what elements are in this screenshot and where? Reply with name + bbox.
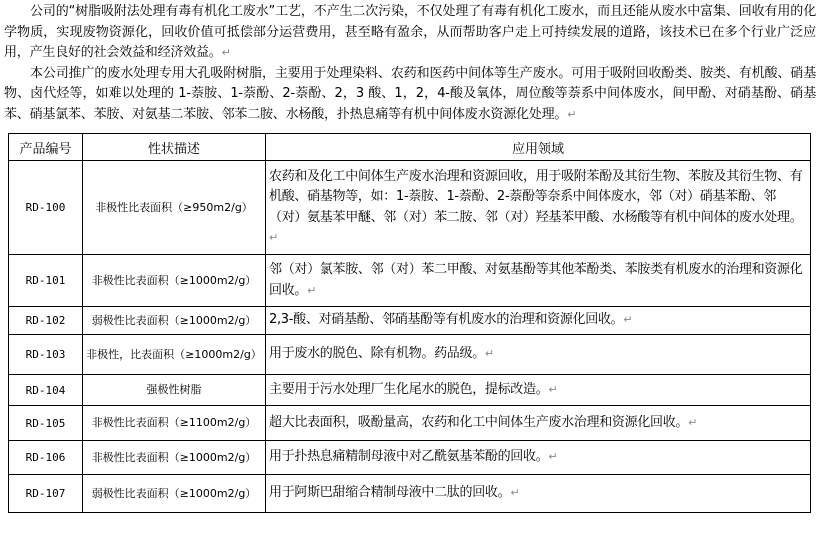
product-table (8, 133, 811, 513)
product-code: RD-101 (9, 255, 83, 307)
product-description: 非极性比表面积（≥1100m2/g） (83, 406, 266, 441)
product-code: RD-107 (9, 475, 83, 513)
product-application: 用于废水的脱色、除有机物。药品级。↵ (266, 335, 811, 375)
paragraph-mark: ↵ (221, 46, 231, 59)
product-application: 主要用于污水处理厂生化尾水的脱色，提标改造。↵ (266, 375, 811, 406)
product-description: 非极性比表面积（≥950m2/g） (83, 161, 266, 255)
document-body (4, 2, 816, 125)
product-code: RD-106 (9, 441, 83, 475)
product-code: RD-105 (9, 406, 83, 441)
table-row (9, 161, 811, 255)
table-row (9, 307, 811, 335)
product-application: 用于扑热息痛精制母液中对乙酰氨基苯酚的回收。↵ (266, 441, 811, 475)
table-header-row (9, 134, 811, 161)
product-description: 非极性，比表面积（≥1000m2/g） (83, 335, 266, 375)
header-product-code: 产品编号 (9, 134, 83, 161)
product-application: 2,3-酸、对硝基酚、邻硝基酚等有机废水的治理和资源化回收。↵ (266, 307, 811, 335)
product-description: 非极性比表面积（≥1000m2/g） (83, 441, 266, 475)
product-application: 超大比表面积，吸酚量高，农药和化工中间体生产废水治理和资源化回收。↵ (266, 406, 811, 441)
product-code: RD-102 (9, 307, 83, 335)
product-description: 弱极性比表面积（≥1000m2/g） (83, 307, 266, 335)
product-description: 非极性比表面积（≥1000m2/g） (83, 255, 266, 307)
product-code: RD-103 (9, 335, 83, 375)
product-application: 用于阿斯巴甜缩合精制母液中二肽的回收。↵ (266, 475, 811, 513)
table-row (9, 375, 811, 406)
product-code: RD-104 (9, 375, 83, 406)
intro-paragraph: 公司的“树脂吸附法处理有毒有机化工废水”工艺，不产生二次污染，不仅处理了有毒有机化工废水，而且还能从废水中富集、回收有用的化学物质，实现废物资源化，回收价值可抵偿部分运营费用，甚至略有盈余，从而帮助客户走上可持续发展的道路，该技术已在多个行业广泛应用，产生良好的社会效益和经济效益。↵ (4, 4, 816, 60)
product-application: 邻（对）氯苯胺、邻（对）苯二甲酸、对氨基酚等其他苯酚类、苯胺类有机废水的治理和资源化回收。↵ (266, 255, 811, 307)
product-description: 弱极性比表面积（≥1000m2/g） (83, 475, 266, 513)
header-application: 应用领域 (266, 134, 811, 161)
table-row (9, 475, 811, 513)
product-application: 农药和及化工中间体生产废水治理和资源回收，用于吸附苯酚及其衍生物、苯胺及其衍生物、有机酸、硝基物等，如：1-萘胺、1-萘酚、2-萘酚等奈系中间体废水，邻（对）硝基苯酚、邻（对）氨基苯甲醚、邻（对）苯二胺、邻（对）羟基苯甲酸、水杨酸等有机中间体的废水处理。↵ (266, 161, 811, 255)
table-row (9, 255, 811, 307)
paragraph-mark: ↵ (567, 107, 577, 121)
product-code: RD-100 (9, 161, 83, 255)
table-row (9, 441, 811, 475)
header-description: 性状描述 (83, 134, 266, 161)
table-row (9, 335, 811, 375)
product-description: 强极性树脂 (83, 375, 266, 406)
resin-paragraph: 本公司推广的废水处理专用大孔吸附树脂，主要用于处理染料、农药和医药中间体等生产废水。可用于吸附回收酚类、胺类、有机酸、硝基物、卤代烃等，如难以处理的 1-萘胺、1-萘酚、2-萘酚、2，3 酸、1，2，4-酸及氧体，周位酸等萘系中间体废水，间甲酚、对硝基酚、硝基苯、硝基氯苯、苯胺、对氨基二苯胺、邻苯二胺、水杨酸，扑热息痛等有机中间体废水资源化处理。↵ (4, 65, 816, 122)
table-row (9, 406, 811, 441)
